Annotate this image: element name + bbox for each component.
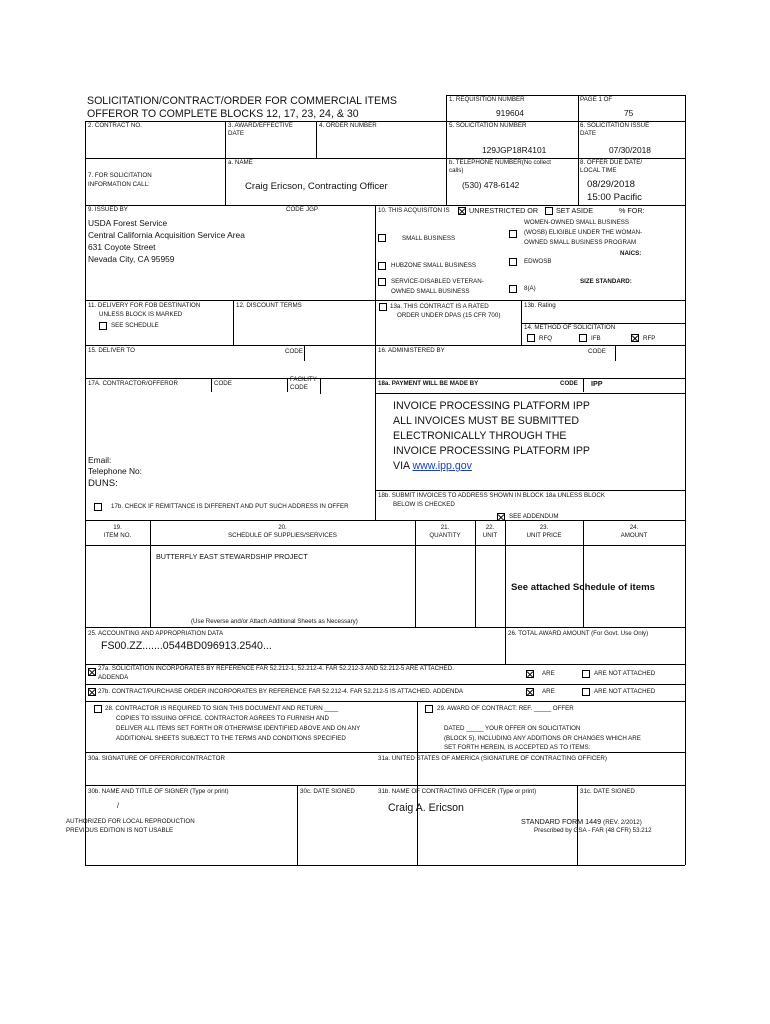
offer-due-date[interactable]: 08/29/2018 [587,179,636,190]
standard-form-number: STANDARD FORM 1449 [521,817,602,826]
issue-date-label: 6. SOLICITATION ISSUE [580,122,650,129]
28-line: DELIVER ALL ITEMS SET FORTH OR OTHERWISE IDENTIFIED ABOVE AND ON ANY [116,725,361,732]
ipp-line: ELECTRONICALLY THROUGH THE [393,430,567,442]
29-line: (BLOCK 5), INCLUDING ANY ADDITIONS OR CHANGES WHICH ARE [444,735,641,742]
wosb-label-1: WOMEN-OWNED SMALL BUSINESS [524,219,629,226]
29-line: DATED _____ YOUR OFFER ON SOLICITATION [444,725,581,732]
col-schedule: SCHEDULE OF SUPPLIES/SERVICES [228,532,337,539]
small-business-label: SMALL BUSINESS [402,235,456,242]
wosb-checkbox[interactable] [509,230,517,238]
info-call-label-2: INFORMATION CALL: [88,181,150,188]
ipp-line: ALL INVOICES MUST BE SUBMITTED [393,415,580,427]
set-aside-checkbox[interactable] [545,207,553,215]
method-of-solicitation-label: 14. METHOD OF SOLICITATION [524,324,616,331]
payment-code-value: IPP [591,379,603,388]
28-line: ADDITIONAL SHEETS SUBJECT TO THE TERMS AND CONDITIONS SPECIFIED [116,735,346,742]
co-signature-label: 31a. UNITED STATES OF AMERICA (SIGNATURE OF CONTRACTING OFFICER) [378,755,607,762]
contracting-officer-name-label: 31b. NAME OF CONTRACTING OFFICER (Type or print) [378,788,537,795]
contract-no-label: 2. CONTRACT NO. [88,122,142,129]
col-unit-num: 22. [485,524,495,531]
facility-code-label-2: CODE [290,384,308,391]
rfq-label: RFQ [539,335,553,342]
rated-order-label-1: 13a. THIS CONTRACT IS A RATED [390,303,489,310]
col-amount-num: 24. [629,524,639,531]
col-quantity: QUANTITY [429,532,461,539]
wosb-label-2: (WOSB) ELIGIBLE UNDER THE WOMAN- [524,229,643,236]
rated-order-label-2: ORDER UNDER DPAS (15 CFR 700) [397,312,501,319]
award-date-label-2: DATE [228,130,245,137]
28-line: COPIES TO ISSUING OFFICE. CONTRACTOR AGREES TO FURNISH AND [116,715,329,722]
signer-name-value[interactable]: / [117,801,119,810]
page-count-value: 75 [624,108,634,118]
contractor-code-label: CODE [214,380,232,387]
administered-by-code-label: CODE [588,348,606,355]
telephone-value[interactable]: (530) 478-6142 [462,180,520,190]
27a-are-label: ARE [542,670,555,677]
rfp-label: RFP [643,335,656,342]
29-line: SET FORTH HEREIN, IS ACCEPTED AS TO ITEMS: [444,744,591,751]
deliver-to-code-label: CODE [285,348,303,355]
issued-by-code-value: JGP [306,206,319,213]
ipp-line: INVOICE PROCESSING PLATFORM IPP [393,400,590,412]
footer-authorized: AUTHORIZED FOR LOCAL REPRODUCTION [66,818,195,825]
27b-not-attached-label: ARE NOT ATTACHED [594,688,656,695]
ifb-checkbox[interactable] [579,334,587,342]
8a-label: 8(A) [524,285,536,292]
delivery-fob-label-2: UNLESS BLOCK IS MARKED [99,311,183,318]
issuer-line: 631 Coyote Street [88,242,156,252]
ipp-link[interactable]: www.ipp.gov [412,460,472,472]
payment-code-label: CODE [560,380,578,387]
ipp-via [393,461,472,472]
unrestricted-checkbox[interactable] [458,207,466,215]
29-label: 29. AWARD OF CONTRACT: REF. _____ OFFER [437,705,574,712]
issued-by-label: 9. ISSUED BY [88,206,128,213]
issuer-line: Nevada City, CA 95959 [88,254,175,264]
duns-label: DUNS: [88,478,118,489]
telephone-no-label: Telephone No: [88,466,143,476]
naics-label: NAICS: [620,250,642,257]
submit-invoices-label-1: 18b. SUBMIT INVOICES TO ADDRESS SHOWN IN BLOCK 18a UNLESS BLOCK [378,492,605,499]
col-quantity-num: 21. [440,524,450,531]
see-addendum-checkbox[interactable] [497,513,505,521]
col-unit-price: UNIT PRICE [526,532,562,539]
col-item-no-num: 19. [113,524,122,531]
requisition-number-label: 1. REQUISITION NUMBER [449,96,525,103]
award-date-label: 3. AWARD/EFFECTIVE [228,122,293,129]
size-standard-label: SIZE STANDARD: [580,278,632,285]
accounting-data-label: 25. ACCOUNTING AND APPROPRIATION DATA [88,630,224,637]
set-aside-label: SET ASIDE [556,206,594,215]
schedule-item-description: BUTTERFLY EAST STEWARDSHIP PROJECT [156,552,308,561]
page-label: PAGE 1 OF [580,96,613,103]
discount-terms-label: 12. DISCOUNT TERMS [236,302,302,309]
27b-label: 27b. CONTRACT/PURCHASE ORDER INCORPORATES BY REFERENCE FAR 52.212-4. FAR 52.212-5 IS ATTACHED. ADDENDA [98,688,464,695]
reverse-sheets-note: (Use Reverse and/or Attach Additional Sheets as Necessary) [191,618,358,625]
sdvosb-label-2: OWNED SMALL BUSINESS [391,288,470,295]
issued-by-code-label: CODE [286,206,304,213]
hubzone-label: HUBZONE SMALL BUSINESS [391,262,477,269]
set-aside-percent-label: % FOR: [619,206,645,215]
col-item-no: ITEM NO. [103,532,132,539]
27b-are-checkbox[interactable] [526,688,534,696]
remittance-different-checkbox[interactable] [94,503,102,511]
telephone-label: b. TELEPHONE NUMBER(No collect [449,159,552,166]
administered-by-label: 16. ADMINISTERED BY [378,347,445,354]
see-schedule-checkbox[interactable] [99,322,107,330]
standard-form-revision: (REV. 2/2012) [603,819,642,826]
accounting-data-value[interactable]: FS00.ZZ.......0544BD096913.2540... [101,640,272,652]
telephone-label-2: calls) [449,167,464,174]
requisition-number-value[interactable]: 919604 [496,108,524,118]
contractor-offeror-label: 17A. CONTRACTOR/OFFEROR [88,380,178,387]
27a-not-attached-label: ARE NOT ATTACHED [594,670,656,677]
info-call-label: 7. FOR SOLICITATION [88,172,152,179]
27a-checkbox[interactable] [88,668,96,676]
col-schedule-num: 20. [278,524,287,531]
28-checkbox[interactable] [94,705,102,713]
total-award-label: 26. TOTAL AWARD AMOUNT (For Govt. Use Only) [508,630,649,637]
edwosb-checkbox[interactable] [509,258,517,266]
order-number-label: 4. ORDER NUMBER [319,122,377,129]
col-unit-price-num: 23. [539,524,549,531]
27b-checkbox[interactable] [88,688,96,696]
27b-not-attached-checkbox[interactable] [582,688,590,696]
acquisition-label: 10. THIS ACQUISITON IS [378,207,450,214]
col-unit: UNIT [482,532,498,539]
27a-label-2: ADDENDA [98,674,129,681]
27a-are-checkbox[interactable] [526,670,534,678]
offeror-signature-label: 30a. SIGNATURE OF OFFEROR/CONTRACTOR [88,755,225,762]
sdvosb-label-1: SERVICE-DISABLED VETERAN- [391,278,484,285]
remittance-different-label: 17b. CHECK IF REMITTANCE IS DIFFERENT AND PUT SUCH ADDRESS IN OFFER [111,503,349,510]
offer-due-time[interactable]: 15:00 Pacific [587,192,642,203]
29-checkbox[interactable] [425,705,433,713]
offeror-date-signed-label: 30c. DATE SIGNED [300,788,355,795]
co-date-signed-label: 31c. DATE SIGNED [580,788,635,795]
issue-date-value[interactable]: 07/30/2018 [609,145,651,155]
solicitation-number-label: 5. SOLICITATION NUMBER [449,122,527,129]
offer-due-label-2: LOCAL TIME [580,167,617,174]
27a-label-1: 27a. SOLICITATION INCORPORATES BY REFERENCE FAR 52.212-1, 52.212-4. FAR 52.212-3 AND 52.212-5 ARE ATTACHED. [98,665,454,672]
see-addendum-label: SEE ADDENDUM [509,513,559,520]
rfq-checkbox[interactable] [527,334,535,342]
signer-name-label: 30b. NAME AND TITLE OF SIGNER (Type or print) [88,788,229,795]
rating-label: 13b. Rating [524,302,556,309]
small-business-checkbox[interactable] [378,234,386,242]
facility-code-label-1: FACILITY [290,376,317,383]
email-label: Email: [88,455,112,465]
form-title-line2: OFFEROR TO COMPLETE BLOCKS 12, 17, 23, 24, & 30 [87,108,359,120]
delivery-fob-label-1: 11. DELIVERY FOR FOB DESTINATION [88,302,201,309]
schedule-attached-note: See attached Schedule of items [511,582,655,593]
footer-prescribed-by: Prescribed by GSA - FAR (48 CFR) 53.212 [534,827,652,834]
deliver-to-label: 15. DELIVER TO [88,347,135,354]
rated-order-checkbox[interactable] [379,303,387,311]
issuer-line: USDA Forest Service [88,218,168,228]
27a-not-attached-checkbox[interactable] [582,670,590,678]
see-schedule-label: SEE SCHEDULE [111,322,159,329]
8a-checkbox[interactable] [509,285,517,293]
hubzone-checkbox[interactable] [378,262,386,270]
contracting-officer-name-value: Craig A. Ericson [388,802,464,814]
offer-due-label: 8. OFFER DUE DATE/ [580,159,643,166]
edwosb-label: EDWOSB [524,258,552,265]
form-title-line1: SOLICITATION/CONTRACT/ORDER FOR COMMERCIAL ITEMS [87,95,397,107]
contact-name-label: a. NAME [228,159,253,166]
payment-made-by-label: 18a. PAYMENT WILL BE MADE BY [378,380,479,387]
rfp-checkbox[interactable] [631,334,639,342]
wosb-label-3: OWNED SMALL BUSINESS PROGRAM [524,239,637,246]
contact-name-value[interactable]: Craig Ericson, Contracting Officer [245,181,388,192]
ipp-via-label: VIA [393,460,410,472]
footer-standard-form [521,818,642,827]
27b-are-label: ARE [542,688,555,695]
unrestricted-label: UNRESTRICTED OR [469,206,539,215]
ipp-line: INVOICE PROCESSING PLATFORM IPP [393,445,590,457]
issue-date-label-2: DATE [580,130,597,137]
sdvosb-checkbox[interactable] [378,278,386,286]
28-line: 28. CONTRACTOR IS REQUIRED TO SIGN THIS DOCUMENT AND RETURN ____ [105,705,339,712]
col-amount: AMOUNT [620,532,648,539]
ifb-label: IFB [591,335,601,342]
submit-invoices-label-2: BELOW IS CHECKED [393,501,455,508]
issuer-line: Central California Acquisition Service Area [88,230,245,240]
footer-previous-edition: PREVIOUS EDITION IS NOT USABLE [66,827,174,834]
solicitation-number-value[interactable]: 129JGP18R4101 [482,145,547,155]
